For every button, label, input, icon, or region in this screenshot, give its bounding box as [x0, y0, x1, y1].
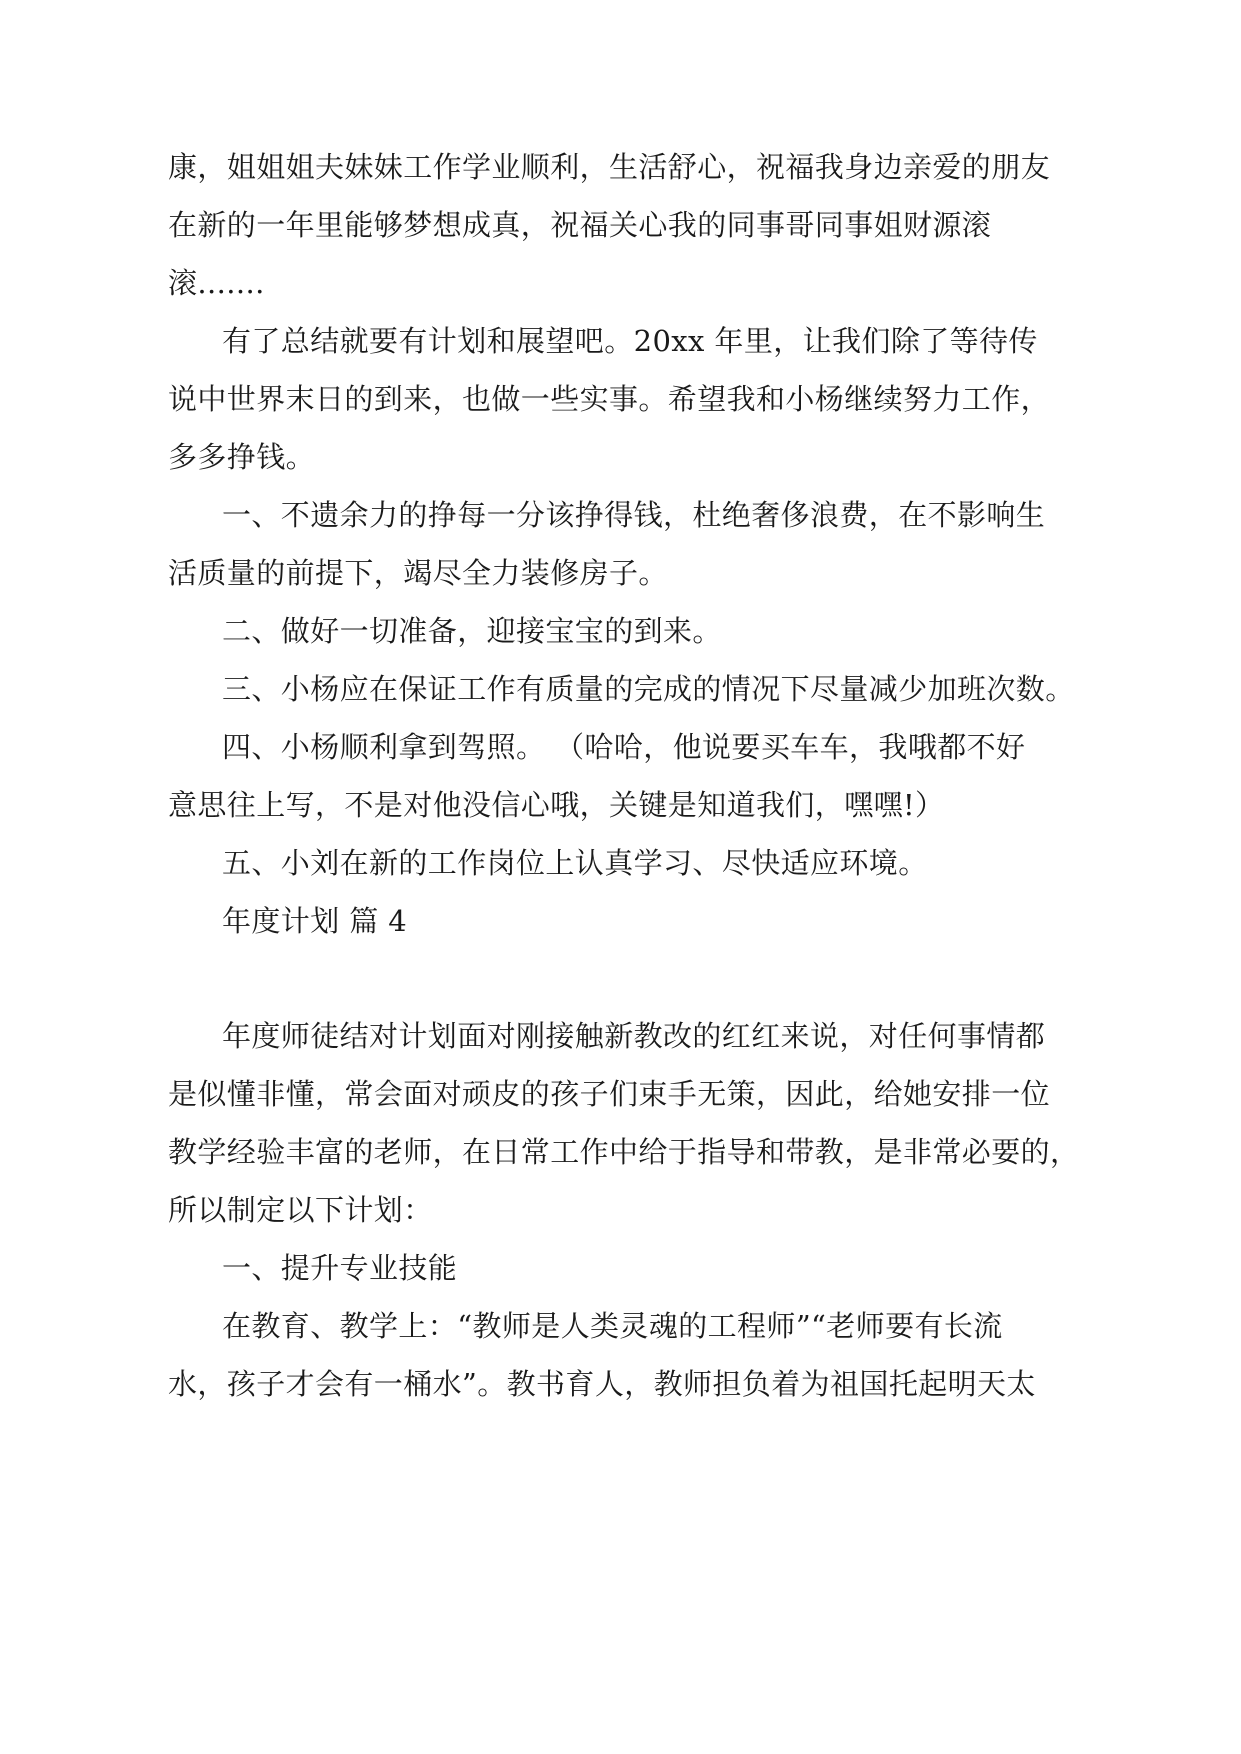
text-line: 在教育、教学上：“教师是人类灵魂的工程师”“老师要有长流 — [222, 1309, 1003, 1343]
text-line: 在新的一年里能够梦想成真，祝福关心我的同事哥同事姐财源滚 — [168, 208, 992, 242]
text-line: 水，孩子才会有一桶水”。教书育人，教师担负着为祖国托起明天太 — [168, 1367, 1036, 1401]
text-line: 有了总结就要有计划和展望吧。20xx 年里，让我们除了等待传 — [222, 324, 1038, 358]
section-heading: 年度计划 篇 4 — [222, 904, 408, 938]
text-line: 一、不遗余力的挣每一分该挣得钱，杜绝奢侈浪费，在不影响生 — [222, 498, 1046, 532]
text-line: 三、小杨应在保证工作有质量的完成的情况下尽量减少加班次数。 — [222, 672, 1075, 706]
text-line: 说中世界末日的到来，也做一些实事。希望我和小杨继续努力工作， — [168, 382, 1051, 416]
text-line: 是似懂非懂，常会面对顽皮的孩子们束手无策，因此，给她安排一位 — [168, 1077, 1051, 1111]
text-line: 年度师徒结对计划面对刚接触新教改的红红来说，对任何事情都 — [222, 1019, 1046, 1053]
text-line: 二、做好一切准备，迎接宝宝的到来。 — [222, 614, 722, 648]
text-line: 康，姐姐姐夫妹妹工作学业顺利，生活舒心，祝福我身边亲爱的朋友 — [168, 150, 1051, 184]
text-line: 教学经验丰富的老师，在日常工作中给于指导和带教，是非常必要的， — [168, 1135, 1080, 1169]
text-line: 五、小刘在新的工作岗位上认真学习、尽快适应环境。 — [222, 846, 928, 880]
text-line: 活质量的前提下，竭尽全力装修房子。 — [168, 556, 668, 590]
text-line: 所以制定以下计划： — [168, 1193, 433, 1227]
text-line: 多多挣钱。 — [168, 440, 316, 474]
text-line: 四、小杨顺利拿到驾照。 （哈哈，他说要买车车，我哦都不好 — [222, 730, 1026, 764]
text-line: 滚....... — [168, 266, 265, 300]
text-line: 意思往上写，不是对他没信心哦，关键是知道我们，嘿嘿!） — [168, 788, 945, 822]
subheading: 一、提升专业技能 — [222, 1251, 458, 1285]
